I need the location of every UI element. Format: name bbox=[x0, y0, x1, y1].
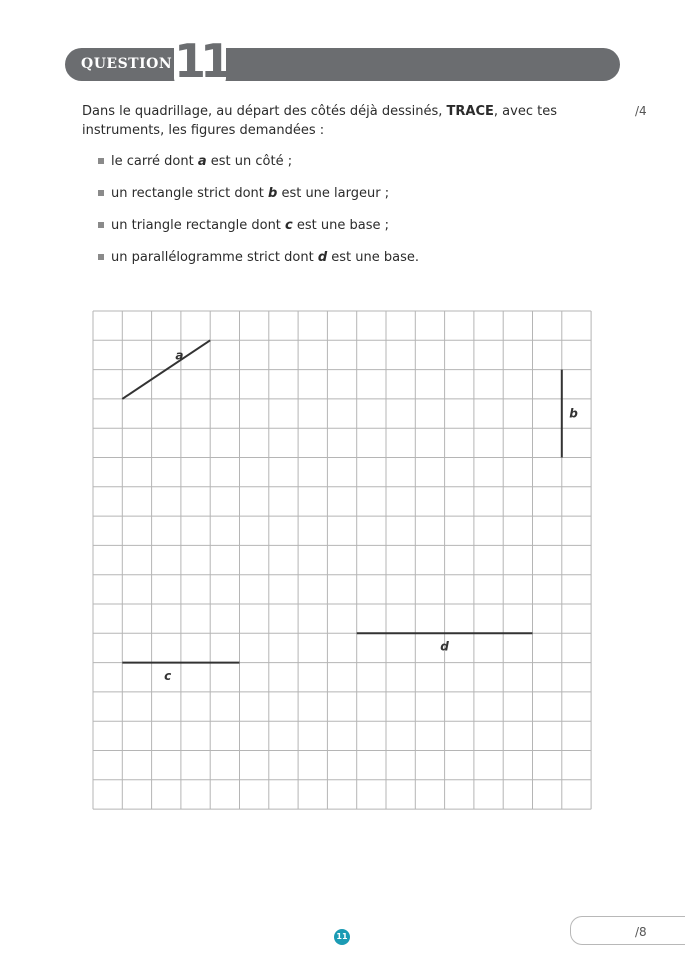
instructions-text: Dans le quadrillage, au départ des côtés déjà dessinés, bbox=[82, 104, 447, 119]
score-page: /8 bbox=[635, 925, 647, 939]
task-text-end: est un côté ; bbox=[206, 154, 293, 169]
bullet-square-icon bbox=[98, 222, 104, 228]
drawing-grid[interactable] bbox=[92, 310, 594, 812]
task-variable: d bbox=[317, 250, 328, 265]
score-tab bbox=[570, 916, 685, 945]
question-label: QUESTION bbox=[81, 56, 173, 72]
question-number: 11 bbox=[174, 34, 227, 88]
task-text: un parallélogramme strict dont bbox=[111, 250, 318, 265]
task-item-triangle bbox=[98, 217, 419, 249]
segment-label-b: b bbox=[569, 406, 578, 421]
bullet-square-icon bbox=[98, 158, 104, 164]
task-item-rectangle bbox=[98, 185, 419, 217]
segment-label-c: c bbox=[164, 668, 172, 683]
task-variable: a bbox=[197, 154, 207, 169]
task-text: un rectangle strict dont bbox=[111, 186, 268, 201]
page-number-badge: 11 bbox=[334, 929, 350, 945]
task-list bbox=[98, 153, 419, 281]
bullet-square-icon bbox=[98, 254, 104, 260]
task-item-parallelogram bbox=[98, 249, 419, 281]
instructions-verb: TRACE bbox=[446, 104, 494, 119]
task-item-square bbox=[98, 153, 419, 185]
task-text-end: est une base ; bbox=[292, 218, 390, 233]
task-text: un triangle rectangle dont bbox=[111, 218, 286, 233]
instructions-text-end: , avec tes instruments, les figures demandées : bbox=[82, 104, 557, 138]
segment-label-d: d bbox=[440, 639, 449, 654]
task-text-end: est une largeur ; bbox=[277, 186, 390, 201]
task-text: le carré dont bbox=[111, 154, 198, 169]
question-number-box bbox=[174, 34, 227, 88]
score-question: /4 bbox=[635, 104, 647, 118]
task-variable: b bbox=[268, 186, 278, 201]
segment-label-a: a bbox=[175, 348, 184, 363]
bullet-square-icon bbox=[98, 190, 104, 196]
task-variable: c bbox=[285, 218, 293, 233]
task-text-end: est une base. bbox=[327, 250, 420, 265]
instructions bbox=[82, 102, 612, 140]
